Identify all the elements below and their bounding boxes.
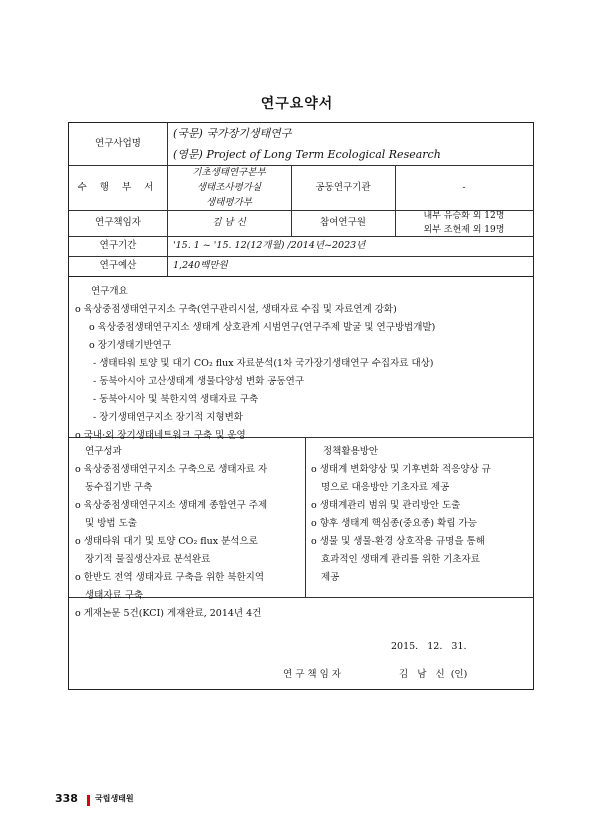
results-line: o 한반도 전역 생태자료 구축을 위한 북한지역 [75, 572, 265, 583]
results-heading: 연구성과 [85, 446, 122, 457]
policy-line: o 생물 및 생물-환경 상호작용 규명을 통해 [311, 536, 485, 547]
period-label: 연구기간 [99, 240, 137, 252]
overview-line: o 육상중점생태연구지소 생태계 상호관계 시범연구(연구주제 발굴 및 연구방법개발) [89, 322, 436, 333]
coop-value: - [462, 181, 466, 193]
project-label: 연구사업명 [95, 138, 141, 150]
researchers-label: 참여연구원 [320, 217, 366, 229]
budget-label: 연구예산 [99, 260, 137, 272]
policy-line: 명으로 대응방안 기초자료 제공 [321, 482, 450, 493]
overview-line: - 생태타워 토양 및 대기 CO₂ flux 자료분석(1차 국가장기생태연구 수집자료 대상) [93, 358, 434, 369]
researchers-value: 내부 유승화 외 12명 외부 조현제 외 19명 [423, 211, 505, 235]
pi-label: 연구책임자 [95, 217, 141, 229]
publisher-label: 국립생태원 [95, 794, 134, 803]
project-name-ko: (국문) 국가장기생태연구 [173, 126, 292, 140]
results-line: o 게재논문 5건(KCI) 게재완료, 2014년 4건 [75, 608, 262, 619]
summary-table [68, 122, 534, 690]
overview-line: o 국내·외 장기생태네트워크 구축 및 운영 [75, 430, 246, 441]
results-section [75, 443, 303, 623]
results-line: 및 방법 도출 [85, 518, 137, 529]
policy-line: 효과적인 생태계 관리를 위한 기초자료 [321, 554, 480, 565]
coop-label: 공동연구기관 [315, 181, 371, 193]
budget-value: 1,240백만원 [173, 260, 228, 272]
results-line: o 육상중점생태연구지소 생태계 종합연구 주제 [75, 500, 268, 511]
page-title: 연구요약서 [260, 96, 334, 112]
results-line: o 생태타워 대기 및 토양 CO₂ flux 분석으로 [75, 536, 258, 547]
dept-value: 기초생태연구본부 생태조사평가실 생태평가부 [192, 167, 266, 208]
overview-line: - 동북아시아 고산생태계 생물다양성 변화 공동연구 [93, 376, 305, 387]
overview-line: o 장기생태기반연구 [89, 340, 172, 351]
col-divider [305, 437, 306, 597]
signature-name: 김 남 신 (인) [399, 669, 468, 681]
dept-label: 수 행 부 서 [77, 181, 159, 193]
policy-heading: 정책활용방안 [323, 446, 379, 457]
results-line: o 육상중점생태연구지소 구축으로 생태자료 자 [75, 464, 268, 475]
results-line: 장기적 물질생산자료 분석완료 [85, 554, 211, 565]
footer-divider [87, 795, 90, 806]
overview-line: - 동북아시아 및 북한지역 생태자료 구축 [93, 394, 259, 405]
policy-line: 제공 [321, 572, 340, 583]
overview-section [75, 283, 530, 445]
policy-line: o 생태계 변화양상 및 기후변화 적응양상 규 [311, 464, 491, 475]
policy-section [311, 443, 531, 587]
signature-date: 2015. 12. 31. [391, 641, 467, 653]
page-number: 338 [55, 792, 78, 805]
overview-line: o 육상중점생태연구지소 구축(연구관리시설, 생태자료 수집 및 자료연계 강화) [75, 304, 397, 315]
pi-value: 김 남 신 [212, 217, 246, 229]
overview-heading: 연구개요 [91, 286, 128, 297]
results-line: 동수집기반 구축 [85, 482, 153, 493]
policy-line: o 생태계관리 범위 및 관리방안 도출 [311, 500, 461, 511]
overview-line: - 장기생태연구지소 장기적 지형변화 [93, 412, 243, 423]
project-name-en: (영문) Project of Long Term Ecological Research [173, 147, 441, 161]
results-line: 생태자료 구축 [85, 590, 144, 601]
signature-label: 연 구 책 임 자 [283, 669, 341, 681]
period-value: '15. 1 ~ '15. 12(12개월) /2014년~2023년 [173, 240, 366, 252]
policy-line: o 향후 생태계 핵심종(중요종) 확립 가능 [311, 518, 477, 529]
row-divider [69, 276, 533, 277]
